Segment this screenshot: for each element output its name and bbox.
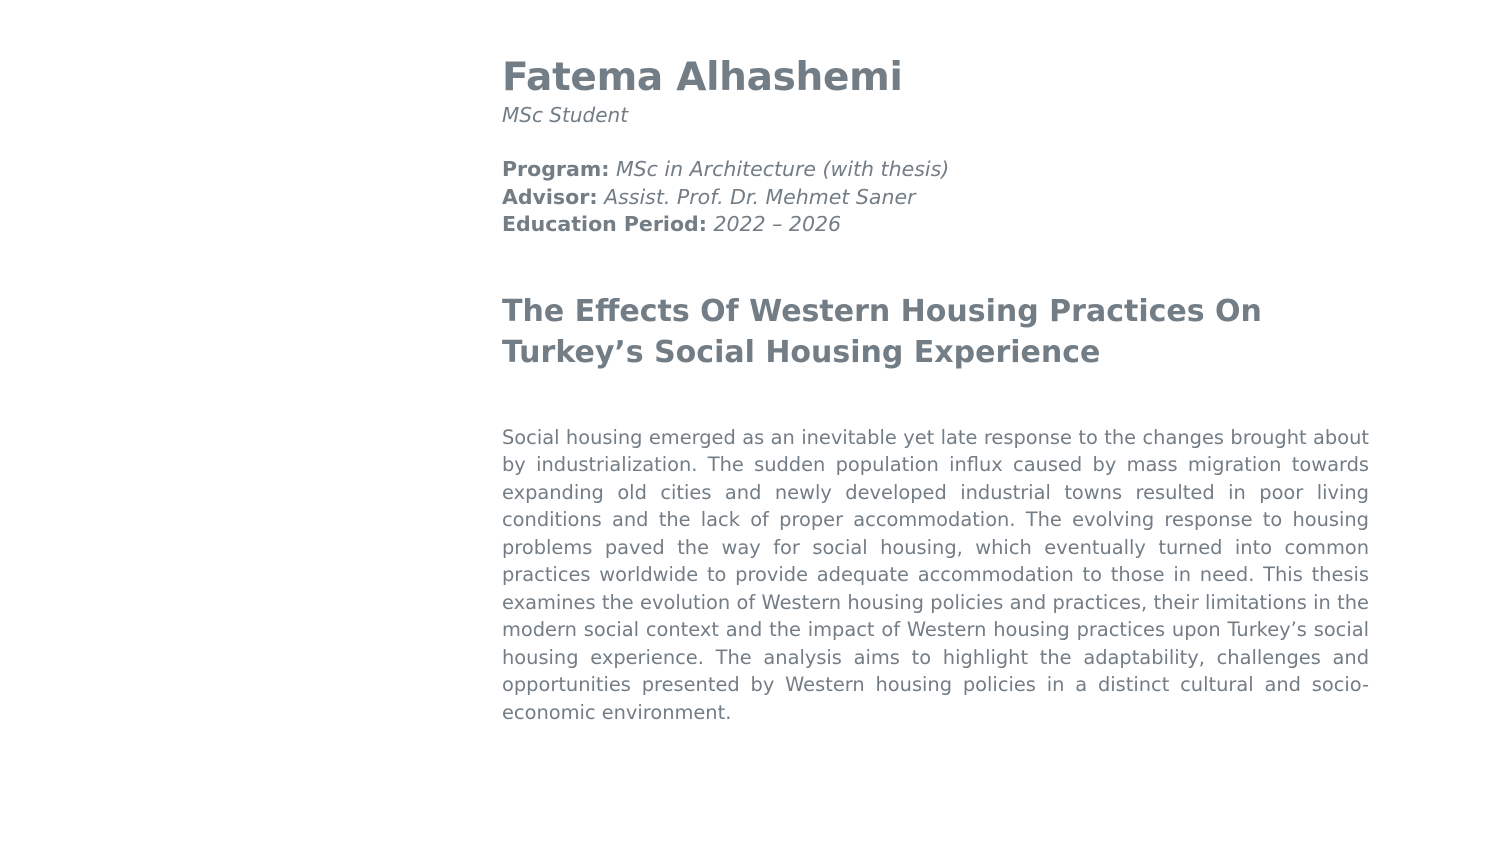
advisor-value: Assist. Prof. Dr. Mehmet Saner	[604, 184, 916, 209]
advisor-label: Advisor:	[502, 184, 598, 209]
education-period-row	[502, 211, 1369, 239]
education-period-label: Education Period:	[502, 212, 707, 236]
student-profile	[502, 52, 1369, 745]
student-name: Fatema Alhashemi	[502, 55, 903, 100]
thesis-title: The Effects Of Western Housing Practices On Turkey’s Social Housing Experience	[502, 293, 1262, 370]
student-role: MSc Student	[502, 103, 629, 127]
advisor-row	[502, 184, 1369, 212]
student-details	[502, 156, 1369, 239]
program-row	[502, 156, 1369, 184]
program-label: Program:	[502, 157, 610, 181]
thesis-abstract: Social housing emerged as an inevitable yet late response to the changes brought about by industrialization. The sudden population influx caused by mass migration towards expanding old cities and newly developed industrial towns resulted in poor living conditions and the lack of proper accommodation. The evolving response to housing problems paved the way for social housing, which eventually turned into common practices worldwide to provide adequate accommodation to those in need. This thesis examines the evolution of Western housing policies and practices, their limitations in the modern social context and the impact of Western housing practices upon Turkey’s social housing experience. The analysis aims to highlight the adaptability, challenges and opportunities presented by Western housing policies in a distinct cultural and socio-economic environment.	[502, 425, 1369, 724]
program-value: MSc in Architecture (with thesis)	[615, 157, 950, 181]
education-period-value: 2022 – 2026	[713, 212, 842, 236]
